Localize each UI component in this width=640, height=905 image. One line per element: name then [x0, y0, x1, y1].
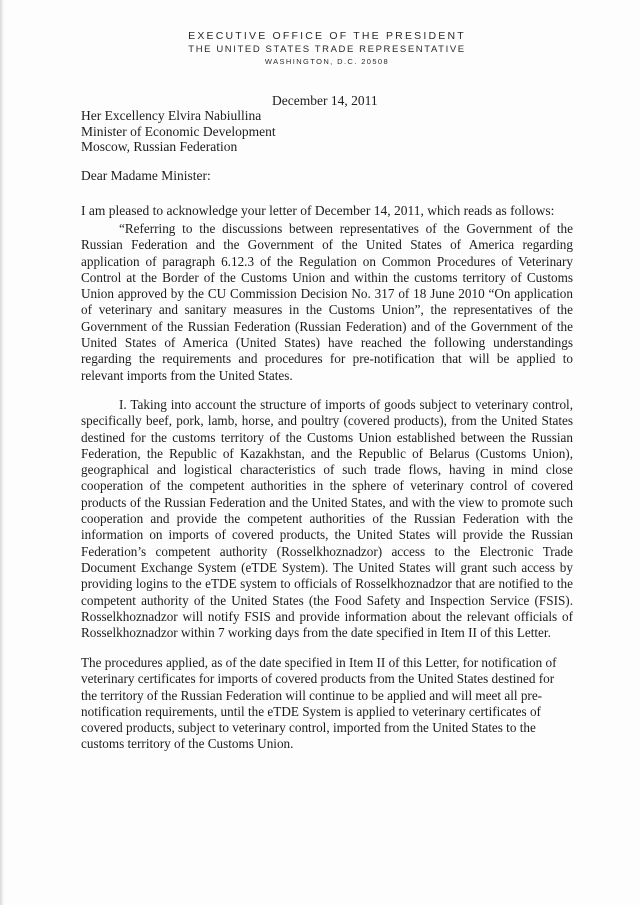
letterhead: [0, 30, 640, 68]
letterhead-office: EXECUTIVE OFFICE OF THE PRESIDENT: [188, 30, 466, 42]
quoted-paragraph-item-1: I. Taking into account the structure of imports of goods subject to veterinary control, specifically beef, pork, lamb, horse, and poultry (covered products), from the United States destined for the customs territory of the Customs Union established between the Russian Federation, the Republic of Kazakhstan, and the Republic of Belarus (Customs Union), geographical and logistical characteristics of such trade flows, having in mind close cooperation of the competent authorities in the sphere of veterinary control of covered products of the Russian Federation and the United States, and with the view to promote such cooperation and provide the competent authorities of the Russian Federation with the information on imports of covered products, the United States will provide the Russian Federation’s competent authority (Rosselkhoznadzor) access to the Electronic Trade Document Exchange System (eTDE System). The United States will grant such access by providing logins to the eTDE system to officials of Rosselkhoznadzor that are notified to the competent authority of the United States (the Food Safety and Inspection Service (FSIS). Rosselkhoznadzor will notify FSIS and provide information about the relevant officials of Rosselkhoznadzor within 7 working days from the date specified in Item II of this Letter.: [81, 397, 573, 641]
addressee-block: [81, 108, 276, 155]
letterhead-agency: THE UNITED STATES TRADE REPRESENTATIVE: [188, 44, 466, 55]
letter-date: December 14, 2011: [272, 93, 378, 108]
addressee-title: Minister of Economic Development: [81, 123, 276, 139]
addressee-name: Her Excellency Elvira Nabiullina: [81, 108, 262, 123]
scan-edge-shadow: [0, 0, 4, 905]
addressee-location: Moscow, Russian Federation: [81, 139, 238, 154]
letterhead-address: WASHINGTON, D.C. 20508: [264, 57, 390, 66]
procedures-paragraph: The procedures applied, as of the date specified in Item II of this Letter, for notification of veterinary certificates for imports of covered products from the United States destined for the territory of the Russian Federation will continue to be applied and will meet all pre-notification requirements, until the eTDE System is applied to veterinary certificates of covered products, subject to veterinary control, imported from the United States to the customs territory of the Customs Union.: [81, 655, 557, 752]
intro-sentence: I am pleased to acknowledge your letter of December 14, 2011, which reads as follows:: [81, 203, 555, 218]
salutation: Dear Madame Minister:: [81, 168, 211, 183]
quoted-paragraph-1: “Referring to the discussions between representatives of the Government of the Russian Federation and the Government of the United States of America regarding application of paragraph 6.12.3 of the Regulation on Common Procedures of Veterinary Control at the Border of the Customs Union and within the customs territory of Customs Union approved by the CU Commission Decision No. 317 of 18 June 2010 “On application of veterinary and sanitary measures in the Customs Union”, the representatives of the Government of the Russian Federation (Russian Federation) and of the Government of the United States of America (United States) have reached the following understandings regarding the requirements and procedures for pre-notification that will be applied to relevant imports from the United States.: [81, 221, 573, 383]
